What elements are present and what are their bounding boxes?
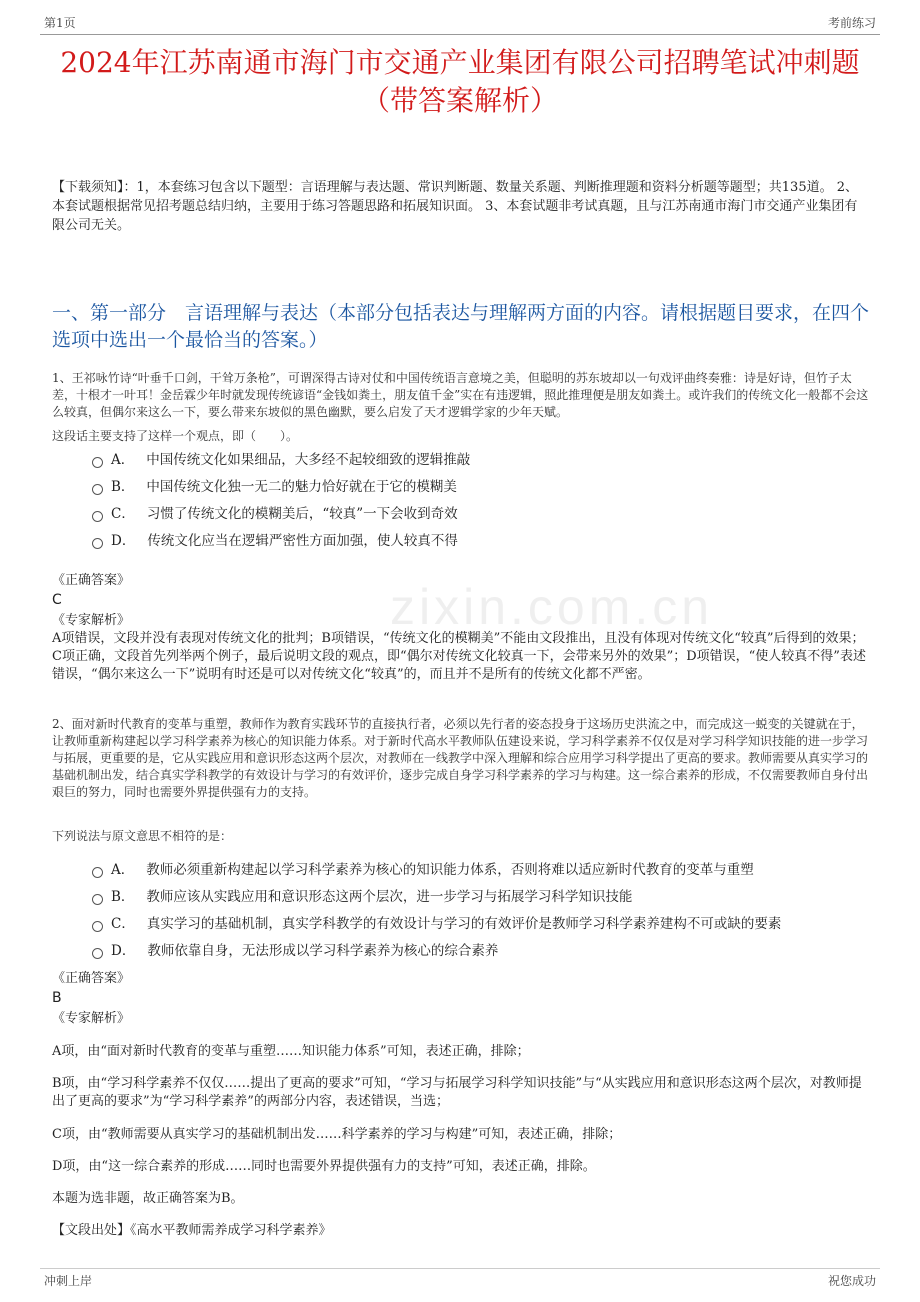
page-number: 第1页 <box>44 16 76 30</box>
radio-icon[interactable] <box>92 948 103 959</box>
option-letter: B． <box>111 479 135 495</box>
q2-analysis-c: C项，由“教师需要从真实学习的基础机制出发……科学素养的学习与构建”可知，表述正确，排除； <box>52 1127 622 1142</box>
option-text: 真实学习的基础机制，真实学科教学的有效设计与学习的有效评价是教师学习科学素养建构不可或缺的要素 <box>146 916 782 932</box>
page-header <box>40 12 880 35</box>
q2-conclusion: 本题为选非题，故正确答案为B。 <box>52 1191 244 1206</box>
radio-icon[interactable] <box>92 538 103 549</box>
option-text: 中国传统文化如果细品，大多经不起较细致的逻辑推敲 <box>146 452 471 468</box>
footer-right-text: 祝您成功 <box>827 1274 876 1288</box>
q1-analysis: A项错误，文段并没有表现对传统文化的批判；B项错误，“传统文化的模糊美”不能由文段推出，且没有体现对传统文化“较真”后得到的效果；C项正确，文段首先列举两个例子，最后说明文段的观点，即“偶尔对传统文化较真一下，会带来另外的效果”；D项错误，“使人较真不得”表述错误，“偶尔来这么一下”说明有时还是可以对传统文化“较真”的，而且并不是所有的传统文化都不严密。 <box>52 631 866 682</box>
option-letter: D． <box>111 943 136 959</box>
q2-analysis-a: A项，由“面对新时代教育的变革与重塑……知识能力体系”可知，表述正确，排除； <box>52 1044 530 1059</box>
option-letter: A． <box>111 862 135 878</box>
question-2-stem: 2、面对新时代教育的变革与重塑，教师作为教育实践环节的直接执行者，必须以先行者的姿态投身于这场历史洪流之中，而完成这一蜕变的关键就在于，让教师重新构建起以学习科学素养为核心的知识能力体系。对于新时代高水平教师队伍建设来说，学习科学素养不仅仅是对学习科学知识技能的进一步学习与拓展，更重要的是，它从实践应用和意识形态这两个层次，对教师在一线教学中深入理解和综合应用学习科学提出了更高的要求。教师需要从真实学习的基础机制出发，结合真实学科教学的有效设计与学习的有效评价，逐步完成自身学习科学素养的学习与构建。这一综合素养的形成，不仅需要教师自身付出艰巨的努力，同时也需要外界提供强有力的支持。 <box>52 717 869 799</box>
q2-analysis-label: 《专家解析》 <box>52 1011 131 1026</box>
q2-option-c[interactable] <box>92 914 781 934</box>
q2-analysis-b: B项，由“学习科学素养不仅仅……提出了更高的要求”可知，“学习与拓展学习科学知识技能”与“从实践应用和意识形态这两个层次，对教师提出了更高的要求”为“学习科学素养”的两部分内容，表述错误，当选； <box>52 1076 862 1109</box>
option-letter: A． <box>111 452 135 468</box>
option-letter: B． <box>111 889 135 905</box>
q2-analysis-d: D项，由“这一综合素养的形成……同时也需要外界提供强有力的支持”可知，表述正确，排除。 <box>52 1159 596 1174</box>
q2-answer: B <box>52 990 62 1006</box>
download-notice: 【下载须知】：1，本套练习包含以下题型：言语理解与表达题、常识判断题、数量关系题、判断推理题和资料分析题等题型；共135道。 2、本套试题根据常见招考题总结归纳，主要用于练习答题思路和拓展知识面。 3、本套试题非考试真题，且与江苏南通市海门市交通产业集团有限公司无关。 <box>52 180 858 233</box>
q1-answer: C <box>52 592 62 608</box>
watermark: zixin.com.cn <box>390 579 714 635</box>
option-letter: C． <box>111 506 135 522</box>
option-text: 习惯了传统文化的模糊美后，“较真”一下会收到奇效 <box>146 506 458 522</box>
option-text: 教师应该从实践应用和意识形态这两个层次，进一步学习与拓展学习科学知识技能 <box>146 889 633 905</box>
q1-option-b[interactable] <box>92 477 457 497</box>
question-1-stem: 1、王祁咏竹诗“叶垂千口剑，干耸万条枪”，可谓深得古诗对仗和中国传统语言意境之美，但聪明的苏东坡却以一句戏评曲终奏雅：诗是好诗，但竹子太差，十根才一叶耳！金岳霖少年时就发现传统谚语“金钱如粪土，朋友值千金”实在有违逻辑，照此推理便是朋友如粪土。或许我们的传统文化一般都不会这么较真，但偶尔来这么一下，要么带来东坡似的黑色幽默，要么启发了天才逻辑学家的少年天赋。 <box>52 371 869 419</box>
q1-analysis-label: 《专家解析》 <box>52 613 131 628</box>
option-text: 中国传统文化独一无二的魅力恰好就在于它的模糊美 <box>146 479 457 495</box>
footer-left-text: 冲刺上岸 <box>44 1274 93 1288</box>
radio-icon[interactable] <box>92 867 103 878</box>
q2-option-a[interactable] <box>92 860 754 880</box>
q2-source: 【文段出处】《高水平教师需养成学习科学素养》 <box>52 1223 332 1238</box>
q2-option-b[interactable] <box>92 887 632 907</box>
question-2-prompt: 下列说法与原文意思不相符的是： <box>52 829 233 843</box>
page-category: 考前练习 <box>827 16 876 30</box>
q2-answer-label: 《正确答案》 <box>52 971 131 986</box>
option-text: 教师依靠自身，无法形成以学习科学素养为核心的综合素养 <box>147 943 499 959</box>
question-1-prompt: 这段话主要支持了这样一个观点，即（ ）。 <box>52 429 299 443</box>
radio-icon[interactable] <box>92 457 103 468</box>
radio-icon[interactable] <box>92 511 103 522</box>
q1-option-c[interactable] <box>92 504 458 524</box>
radio-icon[interactable] <box>92 484 103 495</box>
option-text: 教师必须重新构建起以学习科学素养为核心的知识能力体系，否则将难以适应新时代教育的变革与重塑 <box>146 862 754 878</box>
radio-icon[interactable] <box>92 921 103 932</box>
q1-answer-label: 《正确答案》 <box>52 573 131 588</box>
section-heading: 一、第一部分 言语理解与表达（本部分包括表达与理解两方面的内容。请根据题目要求，在四个选项中选出一个最恰当的答案。） <box>52 302 870 351</box>
q1-option-d[interactable] <box>92 531 458 551</box>
q1-option-a[interactable] <box>92 450 470 470</box>
option-letter: C． <box>111 916 135 932</box>
document-title: 2024年江苏南通市海门市交通产业集团有限公司招聘笔试冲刺题（带答案解析） <box>60 46 860 117</box>
option-letter: D． <box>111 533 136 549</box>
option-text: 传统文化应当在逻辑严密性方面加强，使人较真不得 <box>147 533 458 549</box>
radio-icon[interactable] <box>92 894 103 905</box>
q2-option-d[interactable] <box>92 941 498 961</box>
footer-divider <box>40 1268 880 1269</box>
